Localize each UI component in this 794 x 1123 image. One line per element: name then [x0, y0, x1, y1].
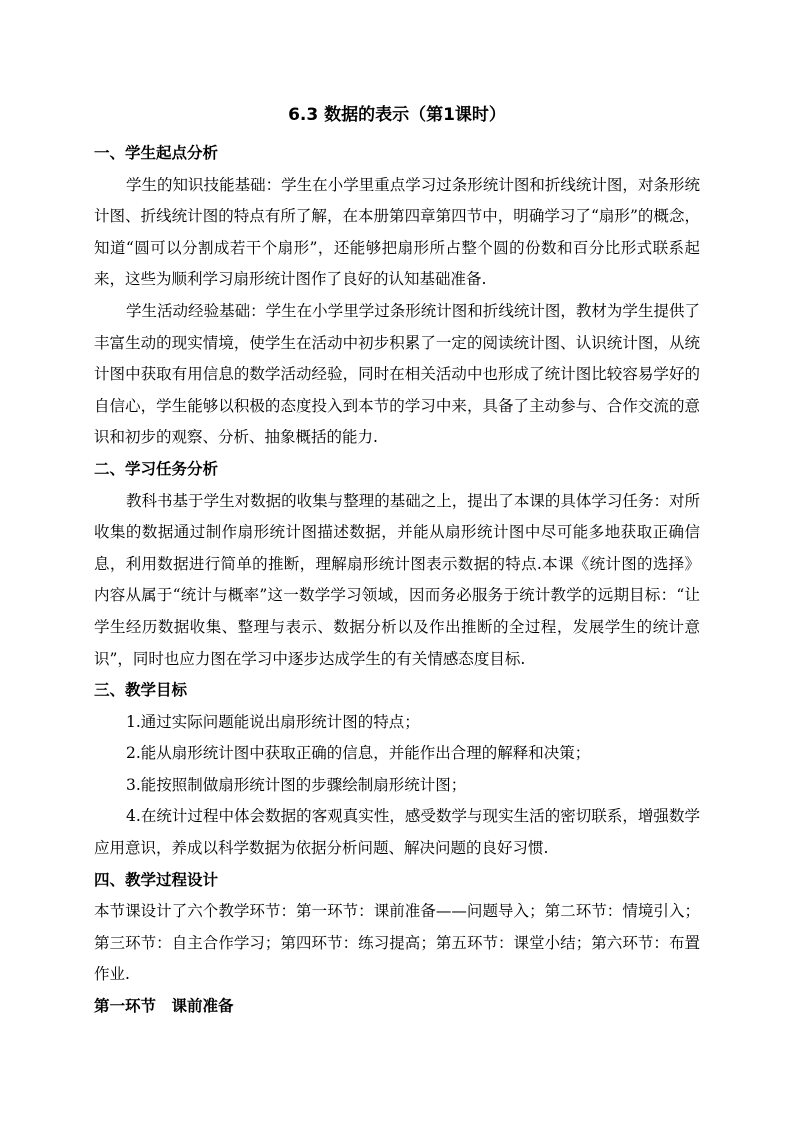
paragraph-task-analysis: 教科书基于学生对数据的收集与整理的基础之上，提出了本课的具体学习任务：对所收集的数据通过制作扇形统计图描述数据，并能从扇形统计图中尽可能多地获取正确信息，利用数据进行简单的推断，理解扇形统计图表示数据的特点.本课《统计图的选择》内容从属于“统计与概率”这一数学学习领域，因而务必服务于统计教学的远期目标：“让学生经历数据收集、整理与表示、数据分析以及作出推断的全过程，发展学生的统计意识”，同时也应力图在学习中逐步达成学生的有关情感态度目标.: [94, 491, 700, 668]
section-heading-objectives: 三、教学目标: [94, 681, 188, 700]
paragraph-knowledge-basis: 学生的知识技能基础：学生在小学里重点学习过条形统计图和折线统计图，对条形统计图、折线统计图的特点有所了解，在本册第四章第四节中，明确学习了“扇形”的概念，知道“圆可以分割成若干个扇形”，还能够把扇形所占整个圆的份数和百分比形式联系起来，这些为顺利学习扇形统计图作了良好的认知基础准备.: [94, 175, 700, 289]
objective-item-4: 4.在统计过程中体会数据的客观真实性，感受数学与现实生活的密切联系，增强数学应用意识，养成以科学数据为依据分析问题、解决问题的良好习惯.: [94, 807, 700, 858]
objective-item-3: 3.能按照制做扇形统计图的步骤绘制扇形统计图；: [126, 775, 467, 794]
document-body: [94, 138, 700, 1023]
section-heading-task-analysis: 二、学习任务分析: [94, 459, 219, 478]
paragraph-experience-basis: 学生活动经验基础：学生在小学里学过条形统计图和折线统计图，教材为学生提供了丰富生动的现实情境，使学生在活动中初步积累了一定的阅读统计图、认识统计图，从统计图中获取有用信息的数学活动经验，同时在相关活动中也形成了统计图比较容易学好的自信心，学生能够以积极的态度投入到本节的学习中来，具备了主动参与、合作交流的意识和初步的观察、分析、抽象概括的能力.: [94, 301, 700, 447]
section-heading-process-design: 四、教学过程设计: [94, 870, 219, 889]
section-heading-student-analysis: 一、学生起点分析: [94, 144, 219, 162]
objective-item-1: 1.通过实际问题能说出扇形统计图的特点；: [126, 712, 420, 731]
objective-item-2: 2.能从扇形统计图中获取正确的信息，并能作出合理的解释和决策；: [126, 744, 591, 763]
paragraph-process-design: 本节课设计了六个教学环节：第一环节：课前准备——问题导入；第二环节：情境引入；第三环节：自主合作学习；第四环节：练习提高；第五环节：课堂小结；第六环节：布置作业.: [94, 902, 700, 984]
page-title: 6.3 数据的表示（第1课时）: [288, 105, 506, 125]
subsection-heading-step-1: 第一环节 课前准备: [94, 997, 234, 1016]
